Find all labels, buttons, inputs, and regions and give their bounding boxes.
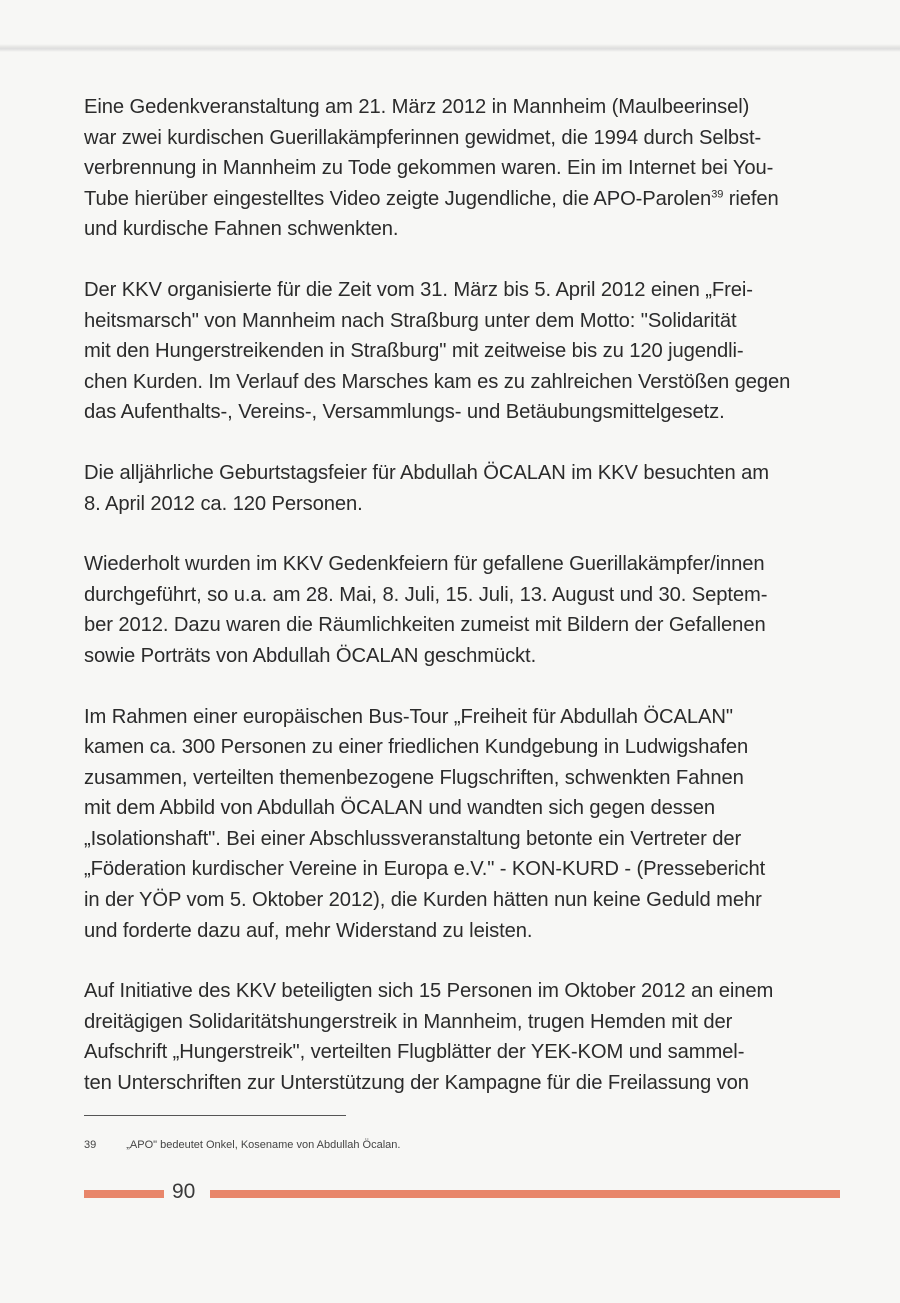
paragraph-2: Der KKV organisierte für die Zeit vom 31. März bis 5. April 2012 einen „Frei- heitsmarsch" von Mannheim nach Straßburg unter dem Motto: "Solidarität mit den Hungerstreikenden in Straßburg" mit zeitweise bis zu 120 jugendli- chen Kurden. Im Verlauf des Marsches kam es zu zahlreichen Verstößen gegen das Aufenthalts-, Vereins-, Versammlungs- und Betäubungsmittelgesetz. — [84, 278, 791, 424]
top-divider — [0, 44, 900, 52]
body-text — [84, 92, 824, 1129]
paragraph-4: Wiederholt wurden im KKV Gedenkfeiern für gefallene Guerillakämpfer/innen durchgeführt, so u.a. am 28. Mai, 8. Juli, 15. Juli, 13. August und 30. Septem- ber 2012. Dazu waren die Räumlichkeiten zumeist mit Bildern der Gefallenen sowie Porträts von Abdullah ÖCALAN geschmückt. — [84, 553, 768, 667]
footnote-reference[interactable]: 39 — [711, 188, 724, 201]
paragraph-1 — [84, 92, 824, 245]
footnote — [84, 1139, 400, 1151]
footnote-text: „APO" bedeutet Onkel, Kosename von Abdullah Öcalan. — [126, 1139, 401, 1151]
page-number: 90 — [172, 1180, 196, 1203]
paragraph-6: Auf Initiative des KKV beteiligten sich 15 Personen im Oktober 2012 an einem dreitägigen Solidaritätshungerstreik in Mannheim, trugen Hemden mit der Aufschrift „Hungerstreik", verteilten Flugblätter der YEK-KOM und sammel- ten Unterschriften zur Unterstützung der Kampagne für die Freilassung von — [84, 980, 774, 1095]
paragraph-5: Im Rahmen einer europäischen Bus-Tour „Freiheit für Abdullah ÖCALAN" kamen ca. 300 Personen zu einer friedlichen Kundgebung in Ludwigshafen zusammen, verteilten themenbezogene Flugschriften, schwenkten Fahnen mit dem Abbild von Abdullah ÖCALAN und wandten sich gegen dessen „Isolationshaft". Bei einer Abschlussveranstaltung betonte ein Vertreter der „Föderation kurdischer Vereine in Europa e.V." - KON-KURD - (Pressebericht in der YÖP vom 5. Oktober 2012), die Kurden hätten nun keine Geduld mehr und forderte dazu auf, mehr Widerstand zu leisten. — [84, 705, 766, 942]
footer-accent-bar-left — [84, 1190, 164, 1198]
page-footer — [84, 1180, 840, 1210]
paragraph-1-text: Eine Gedenkveranstaltung am 21. März 2012 in Mannheim (Maulbeerinsel) war zwei kurdischen Guerillakämpferinnen gewidmet, die 1994 durch Selbst- verbrennung in Mannheim zu Tode gekommen waren. Ein im Internet bei You- Tube hierüber eingestelltes Video zeigte Jugendliche, die APO-Parolen — [84, 96, 774, 210]
paragraph-1-text-after: riefen und kurdische Fahnen schwenkten. — [84, 187, 779, 241]
footer-accent-bar-right — [210, 1190, 840, 1198]
paragraph-3: Die alljährliche Geburtstagsfeier für Abdullah ÖCALAN im KKV besuchten am 8. April 2012 ca. 120 Personen. — [84, 461, 770, 515]
footnote-number: 39 — [84, 1139, 97, 1151]
footnote-divider — [84, 1115, 346, 1116]
